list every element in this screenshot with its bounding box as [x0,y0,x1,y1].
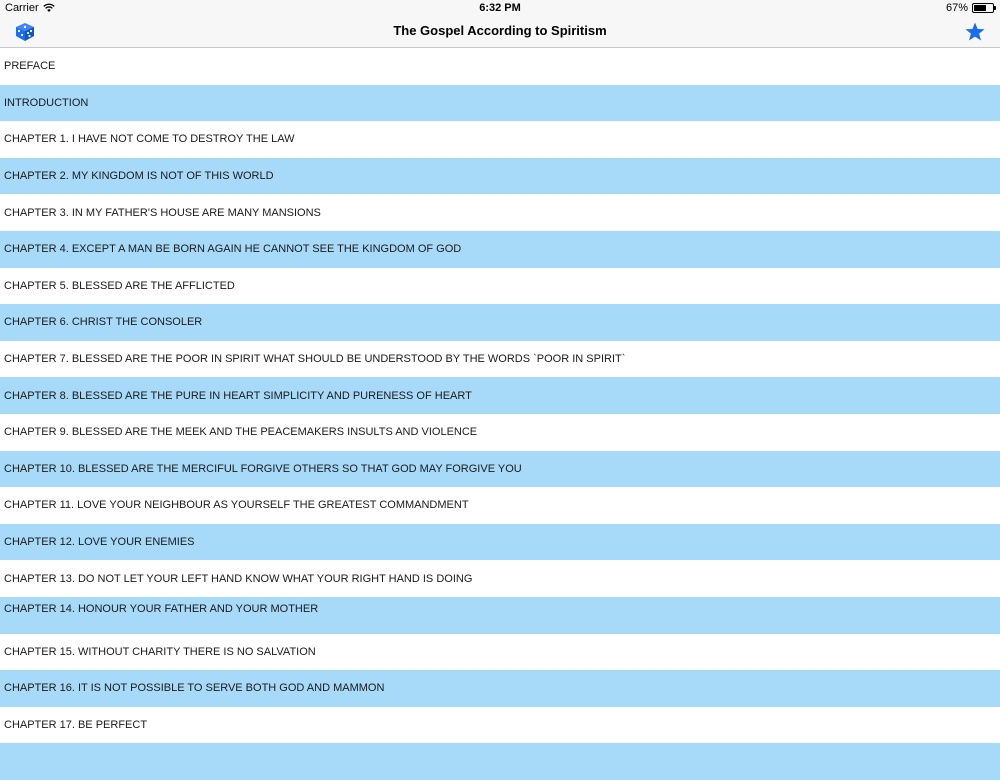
chapter-label: CHAPTER 15. WITHOUT CHARITY THERE IS NO SALVATION [4,645,316,658]
chapter-row[interactable] [0,597,1000,634]
chapter-row[interactable] [0,85,1000,122]
chapter-row[interactable] [0,231,1000,268]
status-time: 6:32 PM [479,2,521,14]
chapter-label: PREFACE [4,60,56,73]
status-right [946,2,994,14]
page-title: The Gospel According to Spiritism [393,23,607,38]
battery-percent: 67% [945,2,968,14]
chapter-row[interactable] [0,451,1000,488]
chapter-label: CHAPTER 10. BLESSED ARE THE MERCIFUL FORGIVE OTHERS SO THAT GOD MAY FORGIVE YOU [4,462,522,475]
battery-icon [972,3,994,13]
chapter-label: INTRODUCTION [4,96,89,109]
chapter-label: CHAPTER 14. HONOUR YOUR FATHER AND YOUR MOTHER [4,602,319,615]
chapter-label: CHAPTER 7. BLESSED ARE THE POOR IN SPIRIT WHAT SHOULD BE UNDERSTOOD BY THE WORDS `POOR IN SPIRIT` [4,353,626,366]
chapter-row[interactable] [0,634,1000,671]
chapter-label: CHAPTER 5. BLESSED ARE THE AFFLICTED [4,279,235,292]
chapter-row[interactable] [0,377,1000,414]
navigation-bar [0,16,1000,48]
chapter-row[interactable] [0,487,1000,524]
chapter-label: CHAPTER 1. I HAVE NOT COME TO DESTROY THE LAW [4,133,295,146]
chapter-row[interactable] [0,743,1000,780]
chapter-label: CHAPTER 6. CHRIST THE CONSOLER [4,316,203,329]
chapter-label: CHAPTER 11. LOVE YOUR NEIGHBOUR AS YOURSELF THE GREATEST COMMANDMENT [4,499,469,512]
chapter-label: CHAPTER 3. IN MY FATHER'S HOUSE ARE MANY MANSIONS [4,206,321,219]
chapter-row[interactable] [0,524,1000,561]
chapter-row[interactable] [0,121,1000,158]
chapter-row[interactable] [0,268,1000,305]
chapter-row[interactable] [0,194,1000,231]
chapter-row[interactable] [0,158,1000,195]
chapter-row[interactable] [0,304,1000,341]
star-icon [963,20,987,44]
chapter-label: CHAPTER 8. BLESSED ARE THE PURE IN HEART SIMPLICITY AND PURENESS OF HEART [4,389,472,402]
chapter-row[interactable] [0,670,1000,707]
chapter-label: CHAPTER 17. BE PERFECT [4,718,148,731]
favorites-button[interactable] [963,20,987,44]
chapter-row[interactable] [0,414,1000,451]
chapter-label: CHAPTER 12. LOVE YOUR ENEMIES [4,536,195,549]
chapter-label: CHAPTER 16. IT IS NOT POSSIBLE TO SERVE BOTH GOD AND MAMMON [4,682,385,695]
chapter-row[interactable] [0,341,1000,378]
chapter-list [0,48,1000,780]
chapter-row[interactable] [0,560,1000,597]
chapter-label: CHAPTER 9. BLESSED ARE THE MEEK AND THE PEACEMAKERS INSULTS AND VIOLENCE [4,426,478,439]
chapter-label: CHAPTER 13. DO NOT LET YOUR LEFT HAND KNOW WHAT YOUR RIGHT HAND IS DOING [4,572,473,585]
chapter-row[interactable] [0,48,1000,85]
battery-fill [974,5,986,11]
carrier-label: Carrier [5,2,39,14]
chapter-row[interactable] [0,707,1000,744]
chapter-label: CHAPTER 4. EXCEPT A MAN BE BORN AGAIN HE CANNOT SEE THE KINGDOM OF GOD [4,243,462,256]
chapter-label: CHAPTER 2. MY KINGDOM IS NOT OF THIS WORLD [4,170,274,183]
status-bar [0,0,1000,16]
